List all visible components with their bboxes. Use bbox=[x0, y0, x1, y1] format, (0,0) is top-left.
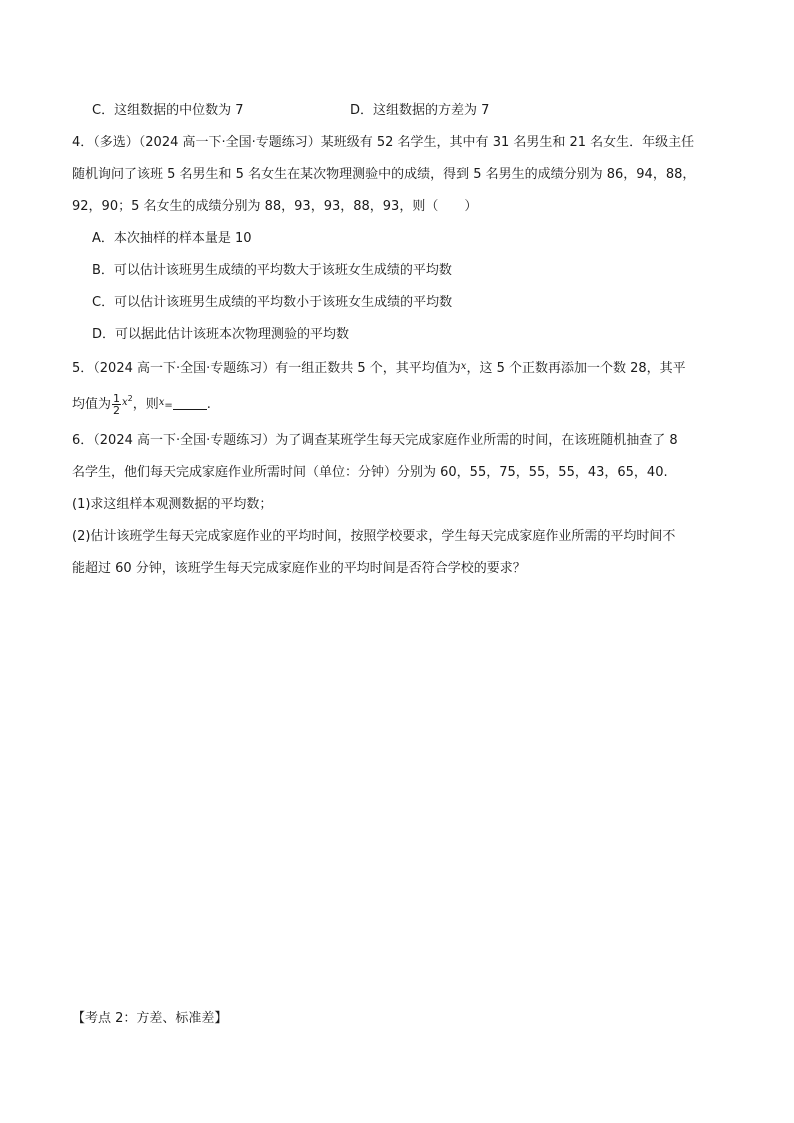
equals-sign: = bbox=[164, 400, 173, 411]
q5-text-a: 5．（2024 高一下·全国·专题练习）有一组正数共 5 个，其平均值为 bbox=[72, 361, 461, 376]
q5-stem-line2 bbox=[72, 386, 211, 419]
frac-numerator: 1 bbox=[113, 392, 121, 405]
q6-stem-line1: 6．（2024 高一下·全国·专题练习）为了调查某班学生每天完成家庭作业所需的时间，在该班随机抽查了 8 bbox=[72, 433, 678, 448]
q5-text-d: ，则 bbox=[132, 397, 159, 412]
q4-option-b: B．可以估计该班男生成绩的平均数大于该班女生成绩的平均数 bbox=[92, 263, 452, 278]
q3-option-c: C．这组数据的中位数为 7 bbox=[92, 103, 244, 118]
q5-period: . bbox=[206, 397, 211, 412]
q3-option-d: D．这组数据的方差为 7 bbox=[350, 103, 490, 118]
q4-stem-line2: 随机询问了该班 5 名男生和 5 名女生在某次物理测验中的成绩，得到 5 名男生的成绩分别为 86，94，88， bbox=[72, 167, 696, 182]
section-heading: 【考点 2：方差、标准差】 bbox=[72, 1011, 228, 1026]
q4-option-c: C．可以估计该班男生成绩的平均数小于该班女生成绩的平均数 bbox=[92, 295, 453, 310]
var-x-answer: x bbox=[158, 397, 165, 408]
answer-blank[interactable] bbox=[173, 397, 207, 410]
q6-subquestion-2-line1: (2)估计该班学生每天完成家庭作业的平均时间，按照学校要求，学生每天完成家庭作业所需的平均时间不 bbox=[72, 529, 676, 544]
q6-subquestion-2-line2: 能超过 60 分钟，该班学生每天完成家庭作业的平均时间是否符合学校的要求？ bbox=[72, 561, 526, 576]
fraction-half bbox=[112, 393, 121, 416]
var-x: x bbox=[460, 361, 467, 372]
q5-stem-line1 bbox=[72, 358, 686, 378]
frac-denominator: 2 bbox=[113, 404, 121, 417]
q4-stem-line1: 4．（多选）（2024 高一下·全国·专题练习）某班级有 52 名学生，其中有 31 名男生和 21 名女生．年级主任 bbox=[72, 135, 695, 150]
q5-text-c: 均值为 bbox=[72, 397, 112, 412]
q6-stem-line2: 名学生，他们每天完成家庭作业所需时间（单位：分钟）分别为 60，55，75，55，55，43，65，40. bbox=[72, 465, 668, 480]
q6-subquestion-1: (1)求这组样本观测数据的平均数； bbox=[72, 497, 273, 512]
var-x-squared: x bbox=[122, 397, 128, 408]
q5-text-b: ，这 5 个正数再添加一个数 28，其平 bbox=[466, 361, 686, 376]
exponent: 2 bbox=[127, 394, 133, 403]
q4-stem-line3: 92，90；5 名女生的成绩分别为 88，93，93，88，93，则（ ） bbox=[72, 199, 478, 214]
q4-option-d: D．可以据此估计该班本次物理测验的平均数 bbox=[92, 327, 350, 342]
q4-option-a: A．本次抽样的样本量是 10 bbox=[92, 231, 252, 246]
